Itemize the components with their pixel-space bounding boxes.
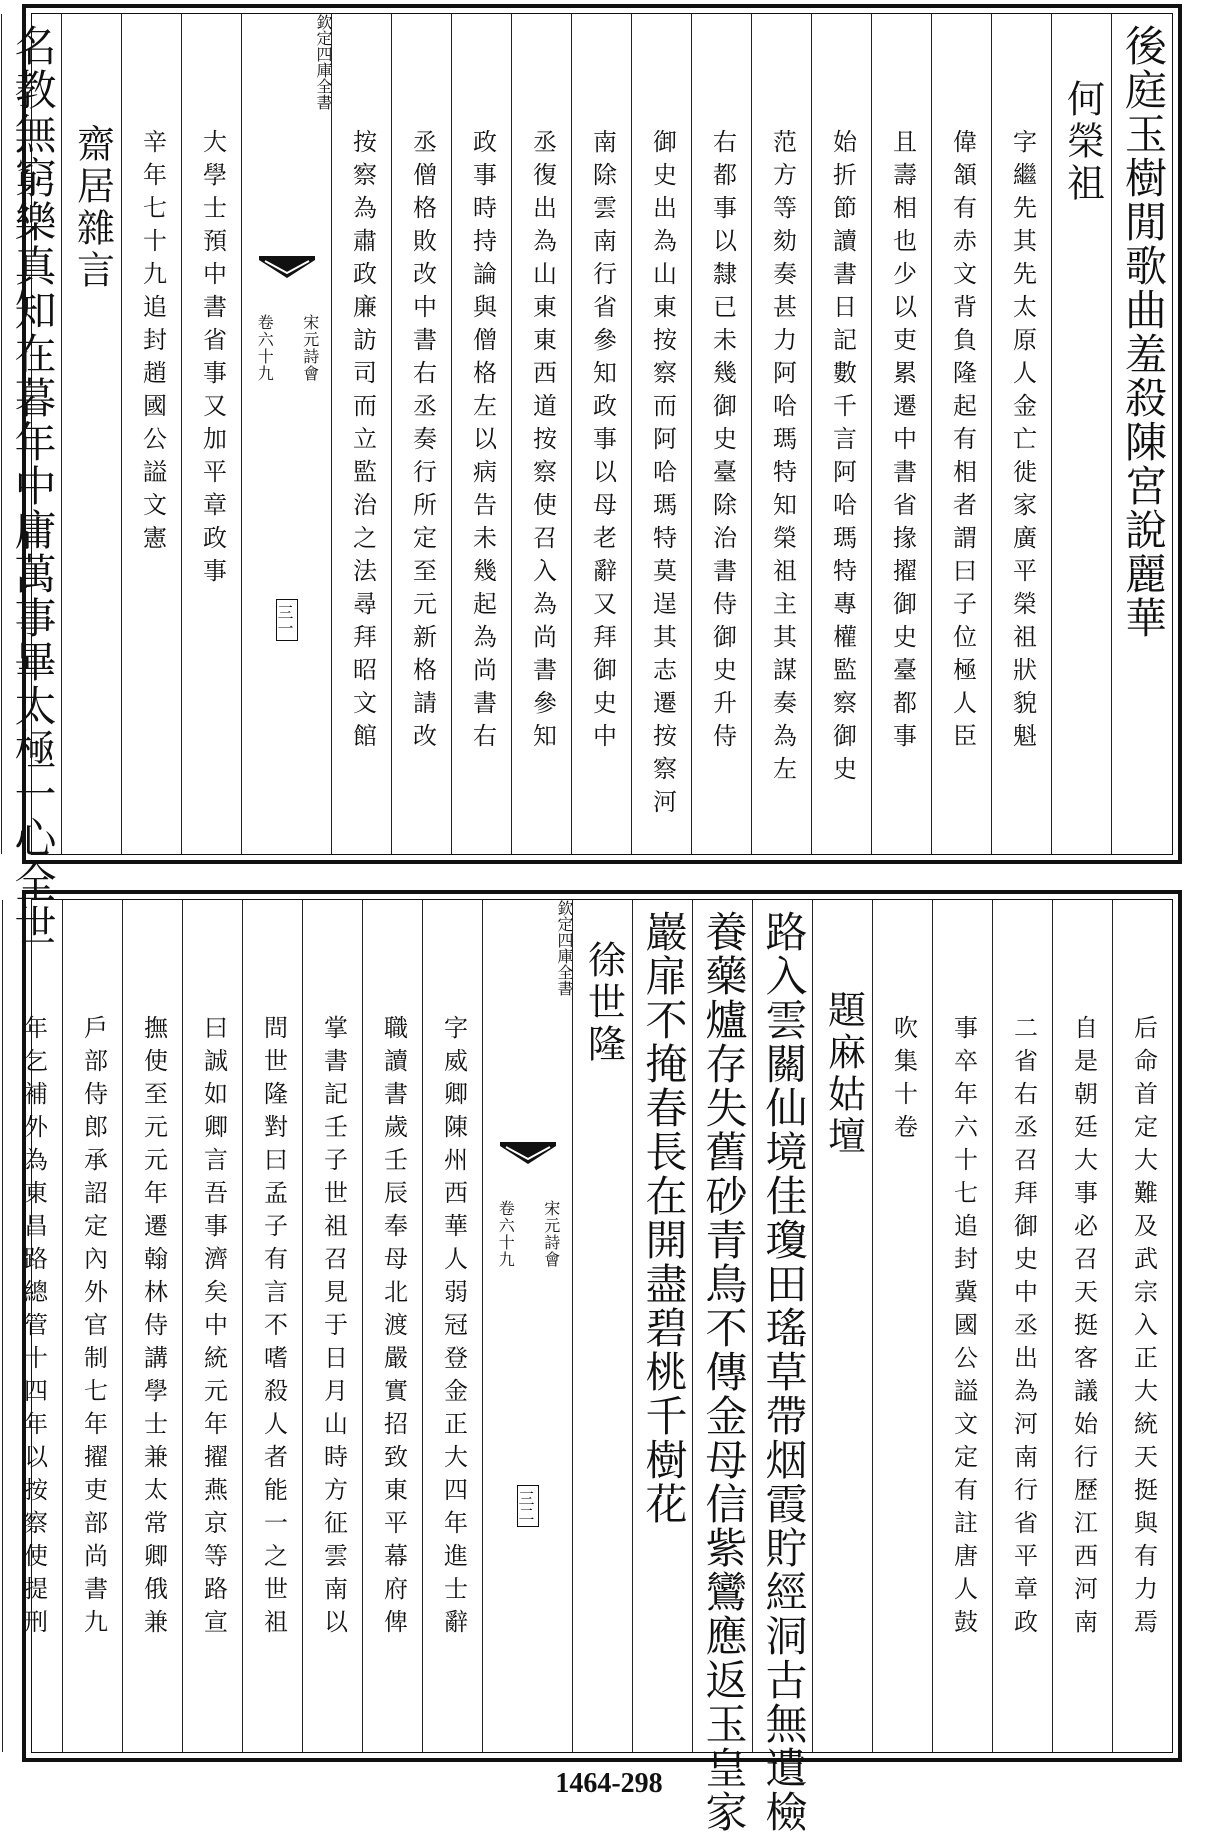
center-folio-number: 三一 — [276, 599, 298, 641]
center-volume-label: 宋元詩會 — [300, 314, 320, 382]
annotation-text: 范方等劾奏甚力阿哈瑪特知榮祖主其謀奏為左 — [768, 129, 797, 789]
poem-line: 名教無窮樂真知在暮年中庸萬事畢太極一心全世 — [8, 24, 58, 948]
poem-line: 路入雲關仙境佳瓊田瑤草帶烟霞貯經洞古無遺檢 — [759, 910, 809, 1834]
text-column — [932, 900, 992, 1752]
text-column — [451, 14, 511, 854]
annotation-text: 南除雲南行省參知政事以母老辭又拜御史中 — [588, 129, 617, 756]
text-column — [1, 14, 61, 948]
upper-page — [8, 4, 1182, 948]
annotation-text: 年乞補外為東昌路總管十四年以按察使提刑 — [19, 1015, 48, 1642]
center-fold-column — [482, 900, 572, 1752]
text-column — [752, 900, 812, 1834]
text-column — [691, 14, 751, 854]
section-heading: 徐世隆 — [581, 940, 626, 1066]
poem-line: 養藥爐存失舊砂青鳥不傳金母信紫鸞應返玉皇家 — [699, 910, 749, 1834]
text-column — [511, 14, 571, 854]
upper-page-frame — [8, 13, 1173, 948]
text-column — [1052, 900, 1112, 1752]
text-column — [0, 14, 1, 854]
text-column — [61, 14, 121, 854]
annotation-text: 曰誠如卿言吾事濟矣中統元年擢燕京等路宣 — [199, 1015, 228, 1642]
text-column — [0, 900, 2, 1752]
text-column — [1111, 14, 1172, 854]
section-heading: 齋居雜言 — [70, 124, 115, 292]
annotation-text: 始折節讀書日記數千言阿哈瑪特專權監察御史 — [828, 129, 857, 789]
annotation-text: 后命首定大難及武宗入正大統天挺與有力焉 — [1129, 1015, 1158, 1642]
text-column — [182, 900, 242, 1752]
annotation-text: 掌書記壬子世祖召見于日月山時方征雲南以 — [319, 1015, 348, 1642]
section-heading: 題麻姑壇 — [821, 990, 866, 1158]
annotation-text: 丞復出為山東東西道按察使召入為尚書參知 — [528, 129, 557, 756]
poem-line: 後庭玉樹閒歌曲羞殺陳宮說麗華 — [1119, 24, 1168, 640]
annotation-text: 偉頷有赤文背負隆起有相者謂曰子位極人臣 — [948, 129, 977, 756]
text-column — [122, 900, 182, 1752]
annotation-text: 職讀書歲壬辰奉母北渡嚴實招致東平幕府俾 — [379, 1015, 408, 1642]
annotation-text: 大學士預中書省事又加平章政事 — [198, 129, 227, 591]
annotation-text: 字威卿陳州西華人弱冠登金正大四年進士辭 — [439, 1015, 468, 1642]
fish-tail-mark-icon — [498, 1140, 558, 1166]
annotation-text: 政事時持論與僧格左以病告未幾起為尚書右 — [468, 129, 497, 756]
annotation-text: 丞僧格敗改中書右丞奏行所定至元新格請改 — [408, 129, 437, 756]
text-column — [872, 900, 932, 1752]
text-column — [991, 14, 1051, 854]
text-column — [1051, 14, 1111, 854]
annotation-text: 且壽相也少以吏累遷中書省掾擢御史臺都事 — [888, 129, 917, 756]
text-column — [181, 14, 241, 854]
text-column — [871, 14, 931, 854]
text-column — [121, 14, 181, 854]
text-column — [422, 900, 482, 1752]
text-column — [572, 900, 632, 1752]
text-column — [391, 14, 451, 854]
annotation-text: 字繼先其先太原人金亡徙家廣平榮祖狀貌魁 — [1008, 129, 1037, 756]
text-column — [1112, 900, 1172, 1752]
annotation-text: 問世隆對曰孟子有言不嗜殺人者能一之世祖 — [259, 1015, 288, 1642]
annotation-text: 事卒年六十七追封冀國公謚文定有註唐人鼓 — [949, 1015, 978, 1642]
text-column — [812, 900, 872, 1752]
annotation-text: 御史出為山東按察而阿哈瑪特莫逞其志遷按察河 — [648, 129, 677, 822]
text-column — [331, 14, 391, 854]
text-column — [811, 14, 871, 854]
center-book-title: 欽定四庫全書 — [555, 900, 574, 996]
text-column — [992, 900, 1052, 1752]
center-fold-column — [241, 14, 331, 854]
text-column — [751, 14, 811, 854]
center-volume-label: 卷六十九 — [496, 1200, 516, 1268]
text-column — [632, 900, 692, 1752]
center-volume-label: 宋元詩會 — [541, 1200, 561, 1268]
text-column — [242, 900, 302, 1752]
annotation-text: 二省右丞召拜御史中丞出為河南行省平章政 — [1009, 1015, 1038, 1642]
section-heading: 何榮祖 — [1060, 79, 1105, 205]
text-column — [62, 900, 122, 1752]
text-column — [931, 14, 991, 854]
text-column — [302, 900, 362, 1752]
fish-tail-mark-icon — [257, 254, 317, 280]
text-column — [2, 900, 62, 1752]
center-folio-number: 三二 — [517, 1485, 539, 1527]
annotation-text: 按察為肅政廉訪司而立監治之法尋拜昭文館 — [348, 129, 377, 756]
annotation-text: 自是朝廷大事必召天挺客議始行歷江西河南 — [1069, 1015, 1098, 1642]
text-column — [631, 14, 691, 854]
text-column — [362, 900, 422, 1752]
annotation-text: 右都事以隸已未幾御史臺除治書侍御史升侍 — [708, 129, 737, 756]
poem-line: 巖扉不掩春長在開盡碧桃千樹花 — [639, 910, 689, 1526]
text-column — [692, 900, 752, 1834]
annotation-text: 辛年七十九追封趙國公謚文憲 — [138, 129, 167, 558]
annotation-text: 撫使至元元年遷翰林侍講學士兼太常卿俄兼 — [139, 1015, 168, 1642]
center-volume-label: 卷六十九 — [255, 314, 275, 382]
page-number-footer: 1464-298 — [555, 1768, 663, 1799]
center-book-title: 欽定四庫全書 — [314, 14, 333, 110]
annotation-text: 戶部侍郎承詔定內外官制七年擢吏部尚書九 — [79, 1015, 108, 1642]
annotation-text: 吹集十卷 — [889, 1015, 918, 1147]
text-column — [571, 14, 631, 854]
